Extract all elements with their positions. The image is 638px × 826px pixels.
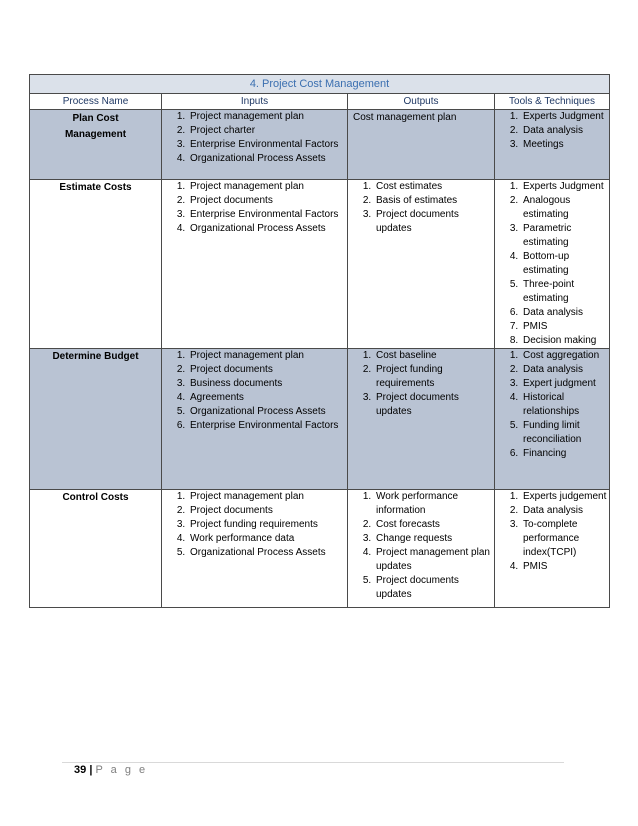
tools-cell xyxy=(495,110,610,180)
list-item: 4. Historical relationships xyxy=(521,391,609,419)
list-item: 3. Project documents updates xyxy=(374,208,494,236)
list-item: 2. Project documents xyxy=(188,504,347,518)
numbered-list xyxy=(348,180,494,236)
header-outputs: Outputs xyxy=(348,94,495,110)
process-name: Control Costs xyxy=(30,490,162,608)
list-item: 4. Agreements xyxy=(188,391,347,405)
page-label: P a g e xyxy=(95,764,148,776)
outputs-cell xyxy=(348,180,495,349)
header-tools: Tools & Techniques xyxy=(495,94,610,110)
list-item: 1. Experts Judgment xyxy=(521,180,609,194)
list-item: 2. Data analysis xyxy=(521,124,609,138)
list-item: 2. Basis of estimates xyxy=(374,194,494,208)
list-item: 4. Organizational Process Assets xyxy=(188,152,347,166)
list-item: 4. Work performance data xyxy=(188,532,347,546)
numbered-list xyxy=(495,490,609,574)
inputs-cell xyxy=(162,110,348,180)
numbered-list xyxy=(348,349,494,419)
list-item: 4. Project management plan updates xyxy=(374,546,494,574)
list-item: 5. Organizational Process Assets xyxy=(188,405,347,419)
list-item: 1. Project management plan xyxy=(188,490,347,504)
table-row xyxy=(30,180,610,349)
list-item: 1. Cost aggregation xyxy=(521,349,609,363)
table-row xyxy=(30,349,610,490)
list-item: 4. PMIS xyxy=(521,560,609,574)
list-item: 3. Enterprise Environmental Factors xyxy=(188,138,347,152)
list-item: 2. Project documents xyxy=(188,194,347,208)
list-item: 1. Project management plan xyxy=(188,110,347,124)
numbered-list xyxy=(162,110,347,166)
list-item: 3. Expert judgment xyxy=(521,377,609,391)
list-item: 1. Cost estimates xyxy=(374,180,494,194)
list-item: 6. Financing xyxy=(521,447,609,461)
numbered-list xyxy=(495,180,609,348)
list-item: 6. Enterprise Environmental Factors xyxy=(188,419,347,433)
process-name: Determine Budget xyxy=(30,349,162,490)
numbered-list xyxy=(162,349,347,433)
list-item: 5. Funding limit reconciliation xyxy=(521,419,609,447)
tools-cell xyxy=(495,180,610,349)
list-item: 1. Work performance information xyxy=(374,490,494,518)
numbered-list xyxy=(495,110,609,152)
table-row xyxy=(30,110,610,180)
numbered-list xyxy=(495,349,609,461)
tools-cell xyxy=(495,490,610,608)
inputs-cell xyxy=(162,349,348,490)
list-item: 2. Cost forecasts xyxy=(374,518,494,532)
outputs-cell: Cost management plan xyxy=(348,110,495,180)
page-footer xyxy=(74,763,148,777)
page-number: 39 xyxy=(74,764,87,776)
list-item: 5. Organizational Process Assets xyxy=(188,546,347,560)
list-item: 4. Organizational Process Assets xyxy=(188,222,347,236)
process-name: Estimate Costs xyxy=(30,180,162,349)
list-item: 3. Enterprise Environmental Factors xyxy=(188,208,347,222)
list-item: 6. Data analysis xyxy=(521,306,609,320)
list-item: 1. Cost baseline xyxy=(374,349,494,363)
process-name: Plan Cost Management xyxy=(30,110,162,180)
list-item: 3. Business documents xyxy=(188,377,347,391)
project-cost-management-table xyxy=(29,74,610,608)
list-item: 3. Parametric estimating xyxy=(521,222,609,250)
list-item: 3. Change requests xyxy=(374,532,494,546)
list-item: 8. Decision making xyxy=(521,334,609,348)
inputs-cell xyxy=(162,490,348,608)
outputs-cell xyxy=(348,490,495,608)
list-item: 2. Project charter xyxy=(188,124,347,138)
list-item: 1. Experts judgement xyxy=(521,490,609,504)
table-title: 4. Project Cost Management xyxy=(30,75,610,94)
list-item: 3. Project documents updates xyxy=(374,391,494,419)
list-item: 4. Bottom-up estimating xyxy=(521,250,609,278)
list-item: 3. To-complete performance index(TCPI) xyxy=(521,518,609,560)
list-item: 2. Data analysis xyxy=(521,363,609,377)
list-item: 7. PMIS xyxy=(521,320,609,334)
list-item: 3. Project funding requirements xyxy=(188,518,347,532)
outputs-cell xyxy=(348,349,495,490)
footer-separator: | xyxy=(89,764,93,776)
numbered-list xyxy=(162,180,347,236)
list-item: 2. Data analysis xyxy=(521,504,609,518)
header-process-name: Process Name xyxy=(30,94,162,110)
header-inputs: Inputs xyxy=(162,94,348,110)
list-item: 2. Analogous estimating xyxy=(521,194,609,222)
numbered-list xyxy=(162,490,347,560)
inputs-cell xyxy=(162,180,348,349)
numbered-list xyxy=(348,490,494,602)
list-item: 1. Project management plan xyxy=(188,180,347,194)
list-item: 1. Project management plan xyxy=(188,349,347,363)
list-item: 3. Meetings xyxy=(521,138,609,152)
list-item: 2. Project funding requirements xyxy=(374,363,494,391)
list-item: 2. Project documents xyxy=(188,363,347,377)
table-row xyxy=(30,490,610,608)
list-item: 5. Project documents updates xyxy=(374,574,494,602)
list-item: 5. Three-point estimating xyxy=(521,278,609,306)
list-item: 1. Experts Judgment xyxy=(521,110,609,124)
tools-cell xyxy=(495,349,610,490)
